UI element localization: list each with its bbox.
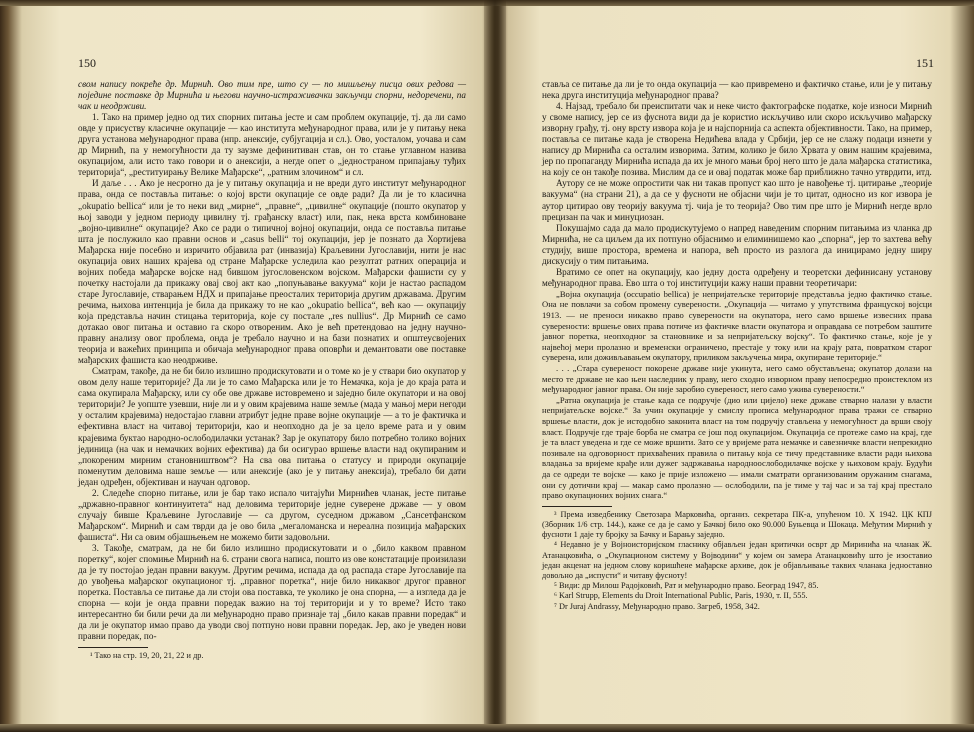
footnote-rule — [78, 647, 148, 648]
paragraph: Сматрам, такође, да не би било излишно продискутовати и о томе ко је у ствари био окупатор у овом делу наше територије? Да ли је то само Мађарска или је то Немачка, која је до краја рата и сама окупирала Мађарску, или су обе ове државе истовремено и заједно биле окупатори и на овој територији? Је уопште узевши, није ли и у овим крајевима наше земље (мада у мањој мери негоди у осталим крајевима) недостајао главни атрибут једне праве војне окупације — а то је фактичка и ефективна власт на читавој територији, као и неопходно да је за цело време рата и у овим крајевима буктао народно-ослободилачки устанак? Зар је окупатору било потребно толико војних јединица (на чак и немачких војних ефектива) да би осигурао вршење власти над окупираним и „покореним мирним становништвом“? На сва ова питања о статусу и природи окупације поменутим деловима наше земље — или анексије (ако је у питању анексија), требало би дати један одређен, објективан и научан одговор. — [78, 366, 466, 487]
paragraph: ставља се питање да ли је то онда окупација — као привремено и фактичко стање, или је у питању нека друга институција међународног права? — [542, 79, 932, 101]
page-number-right: 151 — [916, 56, 934, 70]
page-number-left: 150 — [78, 56, 96, 70]
left-page-text — [78, 79, 466, 662]
paragraph: 2. Следеће спорно питање, или је бар тако испало читајући Мирнићев чланак, јесте питање „државно-правног континуитета“ над деловима територије једне суверене државе — у овом случају бивше Краљевине Југославије — са другом, суседном државом „Сансетфанском Мађарском“. Мирнић и сам тврди да је ово била „мегаломанска и нереална позиција мађарских фашиста“. Ни са овим објашњењем не можемо бити задовољни. — [78, 487, 466, 542]
quote: „Војна окупација (occupatio bellica) је непријатељске територије представља једно фактичко стање. Она не повлачи за собом промену суверености. „Окупација — читамо у упутствима француској војсци 1913. — не преноси никакво право суверености на окупатора, него само вршење извесних права суверености: вршење ових права потиче из фактичке власти окупатора и оправдава се потребом заштите јавног поретка, неопходног за становнике и за непријатељску војску“. То фактичко стање, које је у највећој мери прoлазно и временски ограничено, престаје у току или на крају рата, повратком старог суверена, или доживљавањем окупатору, приликом закључења мира, окупиране територије.“ — [542, 288, 932, 363]
book-spine — [484, 0, 506, 732]
left-page — [22, 0, 488, 732]
paragraph: свом напису покреће др. Мирнић. Ово тим пре, што су — по мишљењу писца ових редова — појединe поставке др Мирнића и његови научно-истраживачки закључци спорни, недоречени, па чак и неодрживи. — [78, 79, 466, 112]
paragraph: 3. Такође, сматрам, да не би било излишно продискутовати и о „било каквом правном поретку“, којег спомиње Мирнић на 6. страни свога написа, пошто из ове констатације произилази да је ту постојао један правни вакуум. Другим речима, испада да од распада старе Југославије па до увођења мађарског окупационог тј. „правног поретка“, није било никаквог другог правног поретка. Поставља се питање да ли стоји ова поставка, те уколико је она спорна, — а изгледа да је спорна — који је онда правни поредак важио на тој територији и у то време? Исто тако интересантно би били речи да ли међународно право признаје тај „било какав правни поредак“ и да ли је окупатор имао право да уводи свој потпуно нови правни поредак. Јер, ако је уведен нови правни поредак, по- — [78, 542, 466, 642]
footnote: ¹ Тако на стр. 19, 20, 21, 22 и др. — [90, 651, 204, 661]
book-bottom-edge — [0, 724, 974, 732]
footnotes — [78, 651, 466, 661]
paragraph: И даље . . . Ако је несporно да је у питању окупација и не вреди дуго институт међународног права, онда се поставља питање: о којој врсти окупације се овде ради? Да ли је то класична „okupatio bellica“ или је то неки вид „мирне“, „правне“, „цивилне“ окупације (пошто окупатор у њој заводи у једном периоду цивилну тј. грађанску власт) или, пак, нека врста комбиноване „војно-цивилне“ окупације? Ако се ради о типичној војној окупацији, онда се поставља питање шта је послужило као правни основ и „casus belli“ тој окупацији, јер је познато да Хортијева Мађарска није посебно и изричито објавила рат (инвазија) Краљевини Југославији, нити је нас окупација ових наших крајева од стране Мађарске уследила као резултат ратних операција и војних победа мађарске војске над бившом југословенском војском. Мађарски фашисти су у почетку настојали да прикажу овај свој акт као „попуњавање вакуума“ који је настао распадом старе Југославије, стварањем НДХ и припајање преосталих територија другим државама. Другим речима, њихова интенција је била да прикажу то не као „okupatio bellica“, већ као — окупацију која представља начин стицања територија, које су постале „res nullius“. Др Мирнић се само дотакао овог питања и оставио га скоро отвореним. Ако је већ претендовао на једну научно-правну анализу овог проблема, онда је требало научно и на бази познатих и општеусвојених теорија и важећих принципа и обичаја међународног права оповрћи и демантовати ове поставке мађарских фашиста као неодрживе. — [78, 178, 466, 366]
footnote-rule — [542, 506, 612, 507]
quote: . . . „Стара сувереност покорене државе није укинута, него само обустављена; окупатор долази на место те државе не као њен наследник у праву, него сходно изворном праву непосредно проистеклом из међународног јавног права. Он није заробио сувереност, него само ужива суверености.“ — [542, 363, 932, 395]
footnote: ⁵ Види: др Милош Радојковић, Рат и међународно право. Београд 1947, 85. — [554, 581, 819, 591]
paragraph: 4. Најзад, требало би преиспитати чак и неке чисто фактографске податке, које износи Мирнић у своме напису, јер се из фуснота види да је користио искључиво или скоро искључиво мађарску изворну грађу, тј. ону врсту извора која је и најспорнија са аспекта објективности. Тако, на пример, поставља се питање када је створена Недићева влада у Србији, јер се не слажу подаци изнети у напису др Мирнића са осталим изворима. Затим, колико је било Хрвата у овим нашим крајевима, јер по пропаганду Мирнића испада да их је много мањи број него што је дала мађарска статистика, на коју се он такође позива. Мислим да се и овај податак може бар приближно тачно утврдити, итд. — [542, 101, 932, 178]
footnote: ⁴ Недавно је у Војноисторијском гласнику објављен један критички осврт др Миринића на чланак Ж. Атанацковића, о „Окупационом систему у Војводини“ у којем он замера Атанацковићу што је изоставио један акценат на једном слову коришћене мађарске архиве, док је објављивање таквих чланака једноставно довољно да „испусти“ и читаву фусноту! — [542, 540, 932, 580]
paragraph: Покушајмо сада да мало продискутујемо о напред наведеним спорним питањима из чланка др Мирнића, не са циљем да их потпуно објаснимо и елиминишемо као „спорна“, јер то захтева већу студију, више простора, времена и напора, већ просто из разлога да иницирамо једну ширу дискусију о тим питањима. — [542, 222, 932, 266]
quote: „Ратна окупација је стање када се подручје (дио или цијело) неке државе стварно налази у власти непријатељске војске.“ За учин окупације у смислу прописа међународног права тражи се стварно вршење власти, док је истодобно законита власт на том подручју стављена у немогућност да врши своју власт. Подручје где траје борба не сматра се још под окупацијом. Окупација се протеже само на крај, где је та власт уведена и где се може вршити. Зато се у вријеме рата немачке и савезничке власти непрекидно позивале на одговорност прихваћених правила о питању која се тичу представнике власти ради њихова владања за вријеме крађе или дужег задржавања народноослободилачке војске у њиховом крају. Будући да се одреди те војске — како је прије изложено — имали сматрати организованим оружаним снагама, они су дотични крај — макар само пролазно — ослободили, па је тиме у тај час и за тај крај престало право окупационих војних снага.“ — [542, 394, 932, 501]
paragraph: 1. Тако на пример једно од тих спорних питања јесте и сам проблем окупације, тј. да ли само овде у присуству класичне окупације — као института међународног права, или је у питању нека друга установа међународног права (нпр. анексије, субјугација и сл.). Ово, уосталом, уочава и сам др Мирнић, па у немогућности да ту заузме дефинитиван став, он то стање углавном назива окупацијом, али исто тако говори и о анексији, а негде опет о „једностраном припајању туђих територија“, „реституирању Велике Мађарске“, „ратним злочином“ и сл. — [78, 112, 466, 178]
footnote: ⁷ Dr Juraj Andrassy, Међународно право. Загреб, 1958, 342. — [554, 601, 760, 611]
footnote: ⁶ Karl Strupp, Elements du Droit International Public, Paris, 1930, т. II, 555. — [554, 591, 808, 601]
footnote: ³ Према изведбенику Светозара Марковића, организ. секретара ПК-а, упућеном 10. Х 1942. ЦК КПЈ (Зборник 1/6 стр. 144.), каже се да је само у Бачкој било око 90.000 Буњевца и Шокаца. Међутим Мирнић у фусноти 1 даје ту бројку за Бачку и Барању заједно. — [542, 509, 932, 540]
right-page-text — [542, 79, 932, 612]
right-page — [506, 0, 958, 732]
footnotes — [542, 510, 932, 612]
paragraph: Аутору се не може опростити чак ни такав пропуст као што је навођење тј. цитирање „теорије вакуума“ (на страни 21), а да се у фусноти не објасни чији је то цитат, односно из ког извора је аутор цитирао ову теорију вакуума тј. чија је то теорија? Ово тим пре што је Мирнић негде врло прецизан па чак и минуциозан. — [542, 178, 932, 222]
quotation-block — [542, 289, 932, 501]
paragraph: Вратимо се опет на окупацију, као једну доста одређену и теоретски дефинисану установу међународног права. Ево шта о тој институцији кажу наши правни теоретичари: — [542, 266, 932, 288]
